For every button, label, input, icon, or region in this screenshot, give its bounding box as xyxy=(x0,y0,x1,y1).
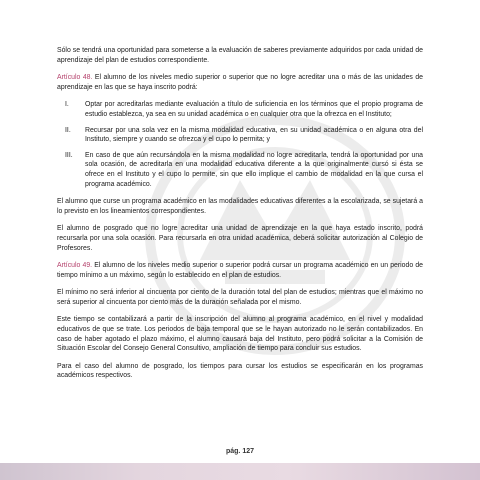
article-49-text: El alumno de los niveles medio superior o superior podrá cursar un programa académico en un periodo de tiempo mínimo a un máximo, según lo establecido en el plan de estudios. xyxy=(57,262,423,279)
bottom-decorative-band xyxy=(0,463,480,480)
paragraph-intro: Sólo se tendrá una oportunidad para someterse a la evaluación de saberes previamente adquiridos por cada unidad de aprendizaje del plan de estudios correspondiente. xyxy=(57,47,423,64)
fraction-text: En caso de que aún recursándola en la misma modalidad no logre acreditarla, tendrá la oportunidad por una sola ocasión, de acreditarla en una modalidad educativa diferente a la que originalmente cursó si ésta se ofrece en el Instituto y el cupo lo permite, sin que ello implique el cambio de modalidad en la que cursa el programa académico. xyxy=(85,151,423,188)
paragraph-minimo: El mínimo no será inferior al cincuenta por ciento de la duración total del plan de estudios; mientras que el máximo no será superior al cincuenta por ciento más de la duración señalada por el mismo. xyxy=(57,289,423,306)
fraction-number: I. xyxy=(65,101,69,109)
list-item xyxy=(57,151,423,189)
article-48-text: El alumno de los niveles medio superior o superior que no logre acreditar una o más de las unidades de aprendizaje en las que se haya inscrito podrá: xyxy=(57,74,423,91)
fraction-text: Optar por acreditarlas mediante evaluación a título de suficiencia en los términos que el propio programa de estudio establezca, ya sea en su unidad académica o en cualquier otra que la ofrezca en el Instituto; xyxy=(85,101,423,118)
document-body xyxy=(57,46,423,389)
fractions-list xyxy=(57,100,423,189)
paragraph-modalidades: El alumno que curse un programa académico en las modalidades educativas diferentes a la escolarizada, se sujetará a lo previsto en los lineamientos correspondientes. xyxy=(57,198,423,215)
paragraph-posgrado: El alumno de posgrado que no logre acreditar una unidad de aprendizaje en la que haya estado inscrito, podrá recursarla por una sola ocasión. Para recursarla en otra unidad académica, deberá solicitar autorización al Colegio de Profesores. xyxy=(57,225,423,252)
list-item xyxy=(57,100,423,119)
fraction-number: III. xyxy=(65,151,73,159)
article-48 xyxy=(57,73,423,92)
article-49-label: Artículo 49. xyxy=(57,262,93,270)
article-49 xyxy=(57,261,423,280)
list-item xyxy=(57,126,423,145)
page-number: pág. 127 xyxy=(225,448,254,455)
fraction-number: II. xyxy=(65,126,71,134)
article-48-label: Artículo 48. xyxy=(57,74,93,82)
paragraph-posgrado-tiempos: Para el caso del alumno de posgrado, los tiempos para cursar los estudios se especificarán en los programas académicos respectivos. xyxy=(57,362,423,380)
fraction-text: Recursar por una sola vez en la misma modalidad educativa, en su unidad académica o en alguna otra del Instituto, siempre y cuando se ofrezca y el cupo lo permita; y xyxy=(85,126,423,144)
paragraph-tiempo: Este tiempo se contabilizará a partir de la inscripción del alumno al programa académico, en el nivel y modalidad educativos de que se trate. Los periodos de baja temporal que se le hayan autorizado no le serán contabilizados. En caso de haber agotado el plazo máximo, el alumno causará baja del Instituto, pero podrá solicitar a la Comisión de Situación Escolar del Consejo General Consultivo, ampliación de tiempo para concluir sus estudios. xyxy=(57,316,423,353)
